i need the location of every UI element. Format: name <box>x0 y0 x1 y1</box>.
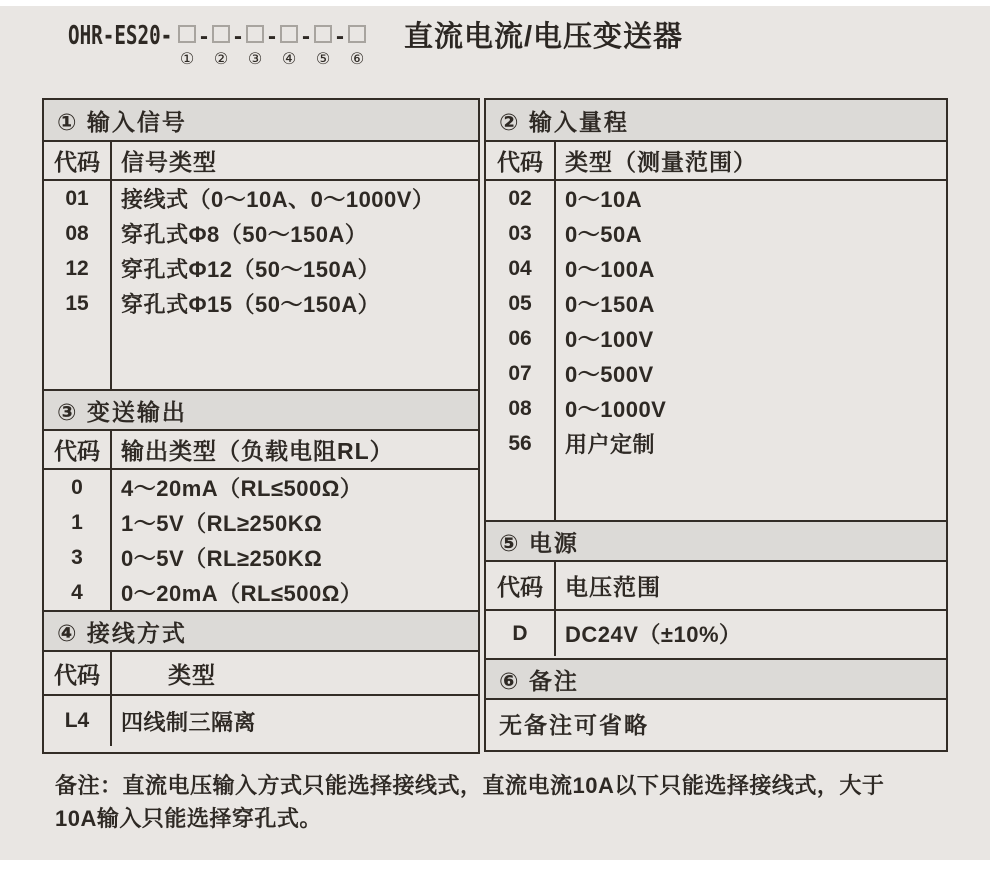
table-row <box>44 540 478 575</box>
code-cell: 3 <box>44 540 112 575</box>
code-slot-1 <box>178 20 196 70</box>
dash-separator: - <box>302 23 310 50</box>
code-box-icon <box>178 25 196 43</box>
code-cell: 02 <box>486 181 556 216</box>
dash-separator: - <box>234 23 242 50</box>
code-cell: 08 <box>486 391 556 426</box>
type-cell: 接线式（0～10A、0～1000V） <box>121 187 435 212</box>
section-header-power-supply: ⑤ 电源 <box>486 520 946 562</box>
code-slot-5 <box>314 20 332 70</box>
table-row <box>486 251 946 286</box>
type-cell: 1～5V（RL≥250KΩ <box>121 511 323 536</box>
type-cell: 用户定制 <box>565 432 656 457</box>
product-code-title <box>68 20 990 78</box>
table-row <box>44 286 478 321</box>
table-row <box>44 181 478 216</box>
circled-index-3: ③ <box>247 51 263 68</box>
note-line-1: 备注：直流电压输入方式只能选择接线式，直流电流10A以下只能选择接线式，大于 <box>55 773 885 798</box>
type-cell: 穿孔式Φ8（50～150A） <box>121 222 368 247</box>
code-cell: 56 <box>486 426 556 461</box>
table-row <box>44 470 478 505</box>
type-cell <box>112 321 478 389</box>
circled-index-5: ⑤ <box>315 51 331 68</box>
type-column-header: 类型 <box>168 661 216 688</box>
section-header-input-range: ② 输入量程 <box>486 100 946 142</box>
type-cell: 0～100A <box>565 257 655 282</box>
bottom-note <box>55 769 955 835</box>
table-row <box>486 216 946 251</box>
section-header-remark: ⑥ 备注 <box>486 658 946 700</box>
type-cell: 穿孔式Φ15（50～150A） <box>121 292 381 317</box>
column-header-row <box>44 652 478 696</box>
table-row <box>44 505 478 540</box>
code-column-header: 代码 <box>486 562 556 609</box>
dash-separator: - <box>268 23 276 50</box>
code-box-icon <box>212 25 230 43</box>
code-box-icon <box>280 25 298 43</box>
model-number-text: OHR-ES20- <box>68 21 173 51</box>
code-column-header: 代码 <box>44 142 112 179</box>
empty-filler-row <box>486 461 946 520</box>
code-cell: 12 <box>44 251 112 286</box>
type-column-header: 类型（测量范围） <box>565 149 757 175</box>
table-row <box>486 426 946 461</box>
type-cell: DC24V（±10%） <box>565 622 742 647</box>
code-box-icon <box>348 25 366 43</box>
code-cell: 06 <box>486 321 556 356</box>
table-row <box>486 611 946 656</box>
page-background <box>0 6 990 860</box>
type-cell: 0～150A <box>565 292 655 317</box>
code-cell: 01 <box>44 181 112 216</box>
code-cell: 03 <box>486 216 556 251</box>
power-supply-table <box>486 562 946 658</box>
dash-separator: - <box>200 23 208 50</box>
column-header-row <box>44 142 478 181</box>
type-column-header: 信号类型 <box>121 149 217 175</box>
code-slot-6 <box>348 20 366 70</box>
type-cell: 穿孔式Φ12（50～150A） <box>121 257 381 282</box>
code-box-icon <box>314 25 332 43</box>
type-cell: 0～10A <box>565 187 643 212</box>
code-cell <box>486 461 556 520</box>
right-table <box>484 98 948 752</box>
table-row <box>44 216 478 251</box>
code-slot-2 <box>212 20 230 70</box>
column-header-row <box>486 562 946 611</box>
code-cell: 4 <box>44 575 112 610</box>
code-slot-4 <box>280 20 298 70</box>
input-range-table <box>486 142 946 520</box>
table-row <box>486 391 946 426</box>
code-column-header: 代码 <box>44 431 112 468</box>
type-cell: 0～20mA（RL≤500Ω） <box>121 581 363 606</box>
input-signal-table <box>44 142 478 389</box>
column-header-row <box>486 142 946 181</box>
dash-separator: - <box>336 23 344 50</box>
code-cell: 08 <box>44 216 112 251</box>
column-header-row <box>44 431 478 470</box>
transmit-output-table <box>44 431 478 610</box>
code-column-header: 代码 <box>44 652 112 694</box>
section-header-wiring-mode: ④ 接线方式 <box>44 610 478 652</box>
type-cell <box>556 461 946 520</box>
empty-filler-row <box>44 321 478 389</box>
table-row <box>44 251 478 286</box>
product-name: 直流电流/电压变送器 <box>404 21 684 53</box>
ordering-tables <box>42 98 990 754</box>
code-cell <box>44 321 112 389</box>
code-column-header: 代码 <box>486 142 556 179</box>
type-cell: 0～100V <box>565 327 654 352</box>
type-column-header: 电压范围 <box>565 574 661 600</box>
left-table <box>42 98 480 754</box>
code-cell: 04 <box>486 251 556 286</box>
code-cell: D <box>486 611 556 656</box>
code-cell: 0 <box>44 470 112 505</box>
code-cell: 07 <box>486 356 556 391</box>
table-row <box>486 181 946 216</box>
remark-row: 无备注可省略 <box>499 711 649 738</box>
circled-index-2: ② <box>213 51 229 68</box>
table-row <box>486 321 946 356</box>
section-header-transmit-output: ③ 变送输出 <box>44 389 478 431</box>
code-slot-3 <box>246 20 264 70</box>
note-line-2: 10A输入只能选择穿孔式。 <box>55 806 322 831</box>
type-cell: 0～50A <box>565 222 643 247</box>
table-row <box>44 696 478 746</box>
type-cell: 0～1000V <box>565 397 667 422</box>
type-column-header: 输出类型（负载电阻RL） <box>121 438 394 464</box>
code-cell: L4 <box>44 696 112 746</box>
table-row <box>486 286 946 321</box>
table-row <box>44 575 478 610</box>
code-cell: 05 <box>486 286 556 321</box>
code-cell: 1 <box>44 505 112 540</box>
table-row <box>486 356 946 391</box>
wiring-mode-table <box>44 652 478 748</box>
type-cell: 0～5V（RL≥250KΩ <box>121 546 323 571</box>
type-cell: 4～20mA（RL≤500Ω） <box>121 476 363 501</box>
type-cell: 四线制三隔离 <box>121 709 257 735</box>
code-box-icon <box>246 25 264 43</box>
circled-index-6: ⑥ <box>349 51 365 68</box>
circled-index-1: ① <box>179 51 195 68</box>
type-cell: 0～500V <box>565 362 654 387</box>
section-header-input-signal: ① 输入信号 <box>44 100 478 142</box>
code-cell: 15 <box>44 286 112 321</box>
circled-index-4: ④ <box>281 51 297 68</box>
